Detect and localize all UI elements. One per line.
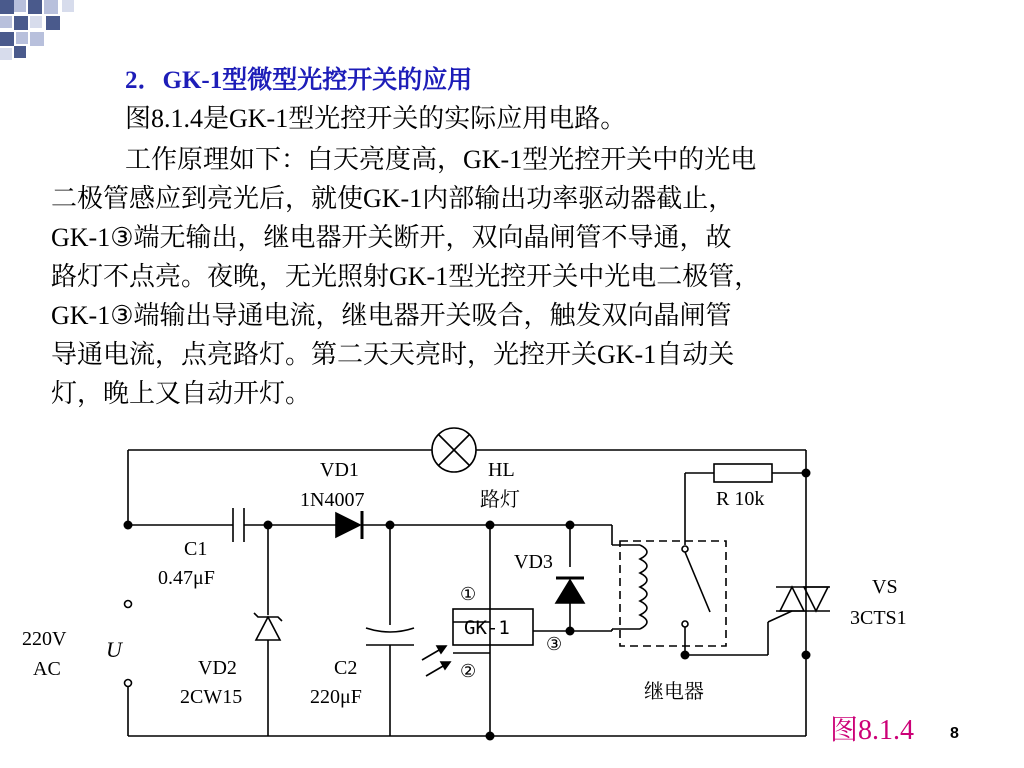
relay-label: 继电器 (644, 681, 704, 703)
slide-title: 2．GK-1型微型光控开关的应用 (125, 67, 473, 94)
resistor-label: R 10k (716, 488, 765, 510)
supply-voltage: 220V (22, 628, 67, 650)
supply-symbol: U (106, 637, 122, 662)
vd1-part: 1N4007 (300, 489, 365, 511)
supply-type: AC (33, 658, 61, 680)
body-line: 灯，晚上又自动开灯。 (51, 379, 312, 408)
relay-coil-icon (640, 545, 647, 629)
principle-line: 工作原理如下：白天亮度高，GK-1型光控开关中的光电 (125, 145, 757, 174)
diode-vd3-icon (556, 580, 584, 603)
pin3-label: ③ (546, 634, 563, 654)
hl-label: HL (488, 459, 515, 481)
body-line: GK-1③端输出导通电流，继电器开关吸合，触发双向晶闸管 (51, 301, 732, 330)
pin1-label: ① (460, 584, 477, 604)
relay-box (620, 541, 726, 646)
body-line: GK-1③端无输出，继电器开关断开，双向晶闸管不导通，故 (51, 223, 732, 252)
body-line: 导通电流，点亮路灯。第二天天亮时，光控开关GK-1自动关 (51, 340, 735, 369)
body-line: 二极管感应到亮光后，就使GK-1内部输出功率驱动器截止， (51, 184, 735, 213)
gk1-module-label: GK-1 (464, 617, 510, 639)
vd2-label: VD2 (198, 657, 237, 679)
diode-vd1-icon (336, 513, 360, 537)
resistor-icon (714, 464, 772, 482)
vd1-label: VD1 (320, 459, 359, 481)
capacitor-c2-icon (366, 628, 414, 632)
pin2-label: ② (460, 661, 477, 681)
intro-line: 图8.1.4是GK-1型光控开关的实际应用电路。 (125, 104, 627, 133)
c2-value: 220μF (310, 686, 362, 708)
vs-label: VS (872, 576, 898, 598)
figure-label: 图8.1.4 (830, 715, 915, 746)
vd2-part: 2CW15 (180, 686, 243, 708)
vd3-label: VD3 (514, 551, 553, 573)
hl-desc: 路灯 (480, 489, 520, 511)
page-number: 8 (950, 725, 959, 742)
body-line: 路灯不点亮。夜晚，无光照射GK-1型光控开关中光电二极管， (51, 262, 761, 291)
vs-part: 3CTS1 (850, 607, 907, 629)
c1-value: 0.47μF (158, 567, 215, 589)
c2-label: C2 (334, 657, 358, 679)
c1-label: C1 (184, 538, 208, 560)
zener-vd2-icon (256, 617, 280, 640)
